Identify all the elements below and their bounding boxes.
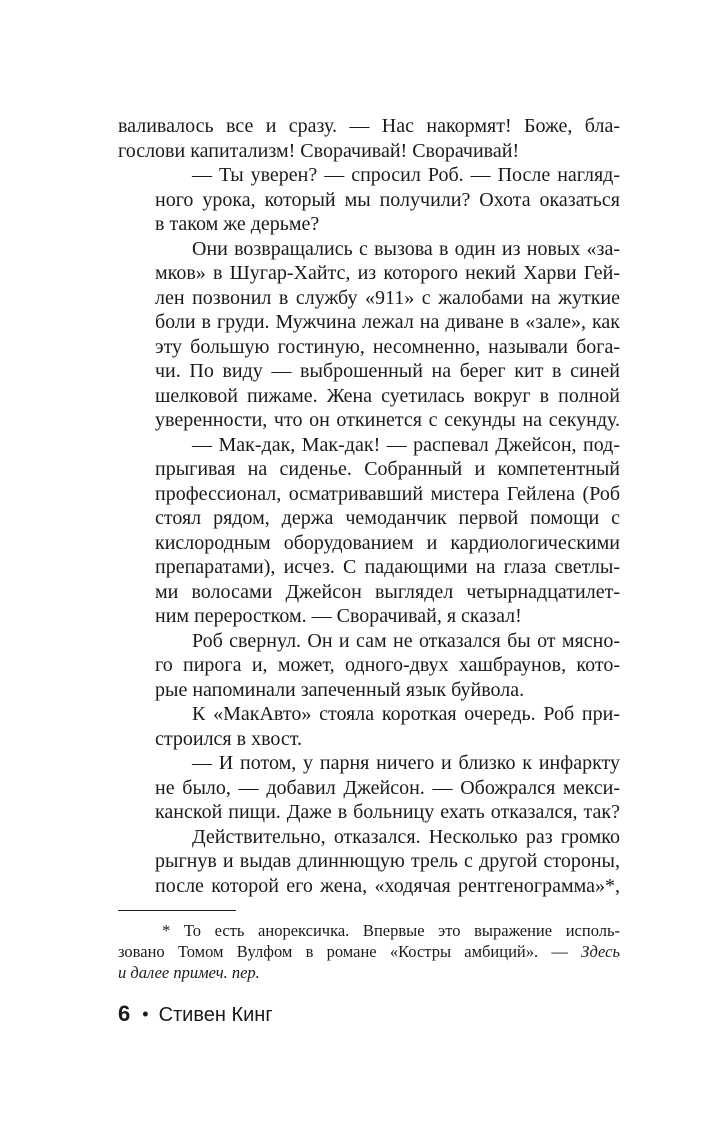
text-line: боли в груди. Мужчина лежал на диване в «зале», как xyxy=(155,311,620,333)
text-line: валивалось все и сразу. — Нас накормят! Боже, бла- xyxy=(118,115,620,137)
footnote-line xyxy=(118,941,620,962)
text-line: гослови капитализм! Сворачивай! Сворачивай! xyxy=(118,139,520,162)
paragraph xyxy=(118,702,620,751)
footnote-text: зовано Томом Вулфом в романе «Костры амбиций». — xyxy=(118,942,582,961)
page-content xyxy=(118,114,620,983)
text-line: го пирога и, может, одного-двух хашбраунов, кото- xyxy=(155,654,620,676)
footnote xyxy=(118,920,620,983)
text-line: строился в хвост. xyxy=(155,727,302,750)
text-line: Они возвращались с вызова в один из новых «за- xyxy=(192,237,620,260)
paragraph xyxy=(118,163,620,237)
text-line: ми волосами Джейсон выглядел четырнадцатилет- xyxy=(155,580,620,603)
paragraph xyxy=(118,751,620,825)
body-text xyxy=(118,114,620,898)
footnote-divider xyxy=(118,910,236,911)
text-line: ним переростком. — Сворачивай, я сказал! xyxy=(155,605,522,627)
text-line: — Мак-дак, Мак-дак! — распевал Джейсон, под- xyxy=(192,433,620,456)
text-line: препаратами), исчез. С падающими на глаза светлы- xyxy=(155,556,620,578)
text-line: канской пищи. Даже в больницу ехать отказался, так? xyxy=(155,801,620,823)
author-name: Стивен Кинг xyxy=(158,1004,273,1026)
text-line: К «МакАвто» стояла короткая очередь. Роб при- xyxy=(192,703,620,725)
text-line: — Ты уверен? — спросил Роб. — После нагляд- xyxy=(192,164,620,186)
text-line: кислородным оборудованием и кардиологическими xyxy=(155,531,620,554)
paragraph xyxy=(118,825,620,899)
text-line: ного урока, который мы получили? Охота оказаться xyxy=(155,188,620,211)
footnote-italic-line: и далее примеч. пер. xyxy=(118,963,260,982)
text-line: Действительно, отказался. Несколько раз громко xyxy=(192,825,620,848)
text-line: прыгивая на сиденье. Собранный и компетентный xyxy=(155,458,620,480)
paragraph xyxy=(118,237,620,433)
running-footer xyxy=(118,1001,273,1027)
paragraph xyxy=(118,114,620,163)
page-number: 6 xyxy=(118,1001,131,1026)
text-line: профессионал, осматривавший мистера Гейлена (Роб xyxy=(155,482,620,505)
footnote-line: * То есть анорексичка. Впервые это выражение исполь- xyxy=(162,921,620,940)
text-line: в таком же дерьме? xyxy=(155,213,320,235)
bullet-separator: • xyxy=(142,1004,149,1024)
footnote-italic-text: Здесь xyxy=(581,942,620,961)
text-line: рые напоминали запеченный язык буйвола. xyxy=(155,678,525,701)
text-line: эту большую гостиную, несомненно, называли бога- xyxy=(155,335,620,358)
text-line: не было, — добавил Джейсон. — Обожрался мекси- xyxy=(155,776,620,799)
text-line: уверенности, что он откинется с секунды на секунду. xyxy=(155,409,620,431)
paragraph xyxy=(118,629,620,703)
paragraph xyxy=(118,433,620,629)
text-line: — И потом, у парня ничего и близко к инфаркту xyxy=(192,752,620,774)
text-line: чи. По виду — выброшенный на берег кит в синей xyxy=(155,360,620,382)
text-line: мков» в Шугар-Хайтс, из которого некий Харви Гей- xyxy=(155,262,620,284)
text-line: рыгнув и выдав длиннющую трель с другой стороны, xyxy=(155,850,620,872)
text-line: шелковой пижаме. Жена суетилась вокруг в полной xyxy=(155,384,620,407)
text-line: стоял рядом, держа чемоданчик первой помощи с xyxy=(155,507,620,529)
text-line: после которой его жена, «ходячая рентгенограмма»*, xyxy=(155,874,620,897)
text-line: Роб свернул. Он и сам не отказался бы от мясно- xyxy=(192,629,620,652)
text-line: лен позвонил в службу «911» с жалобами на жуткие xyxy=(155,286,620,309)
